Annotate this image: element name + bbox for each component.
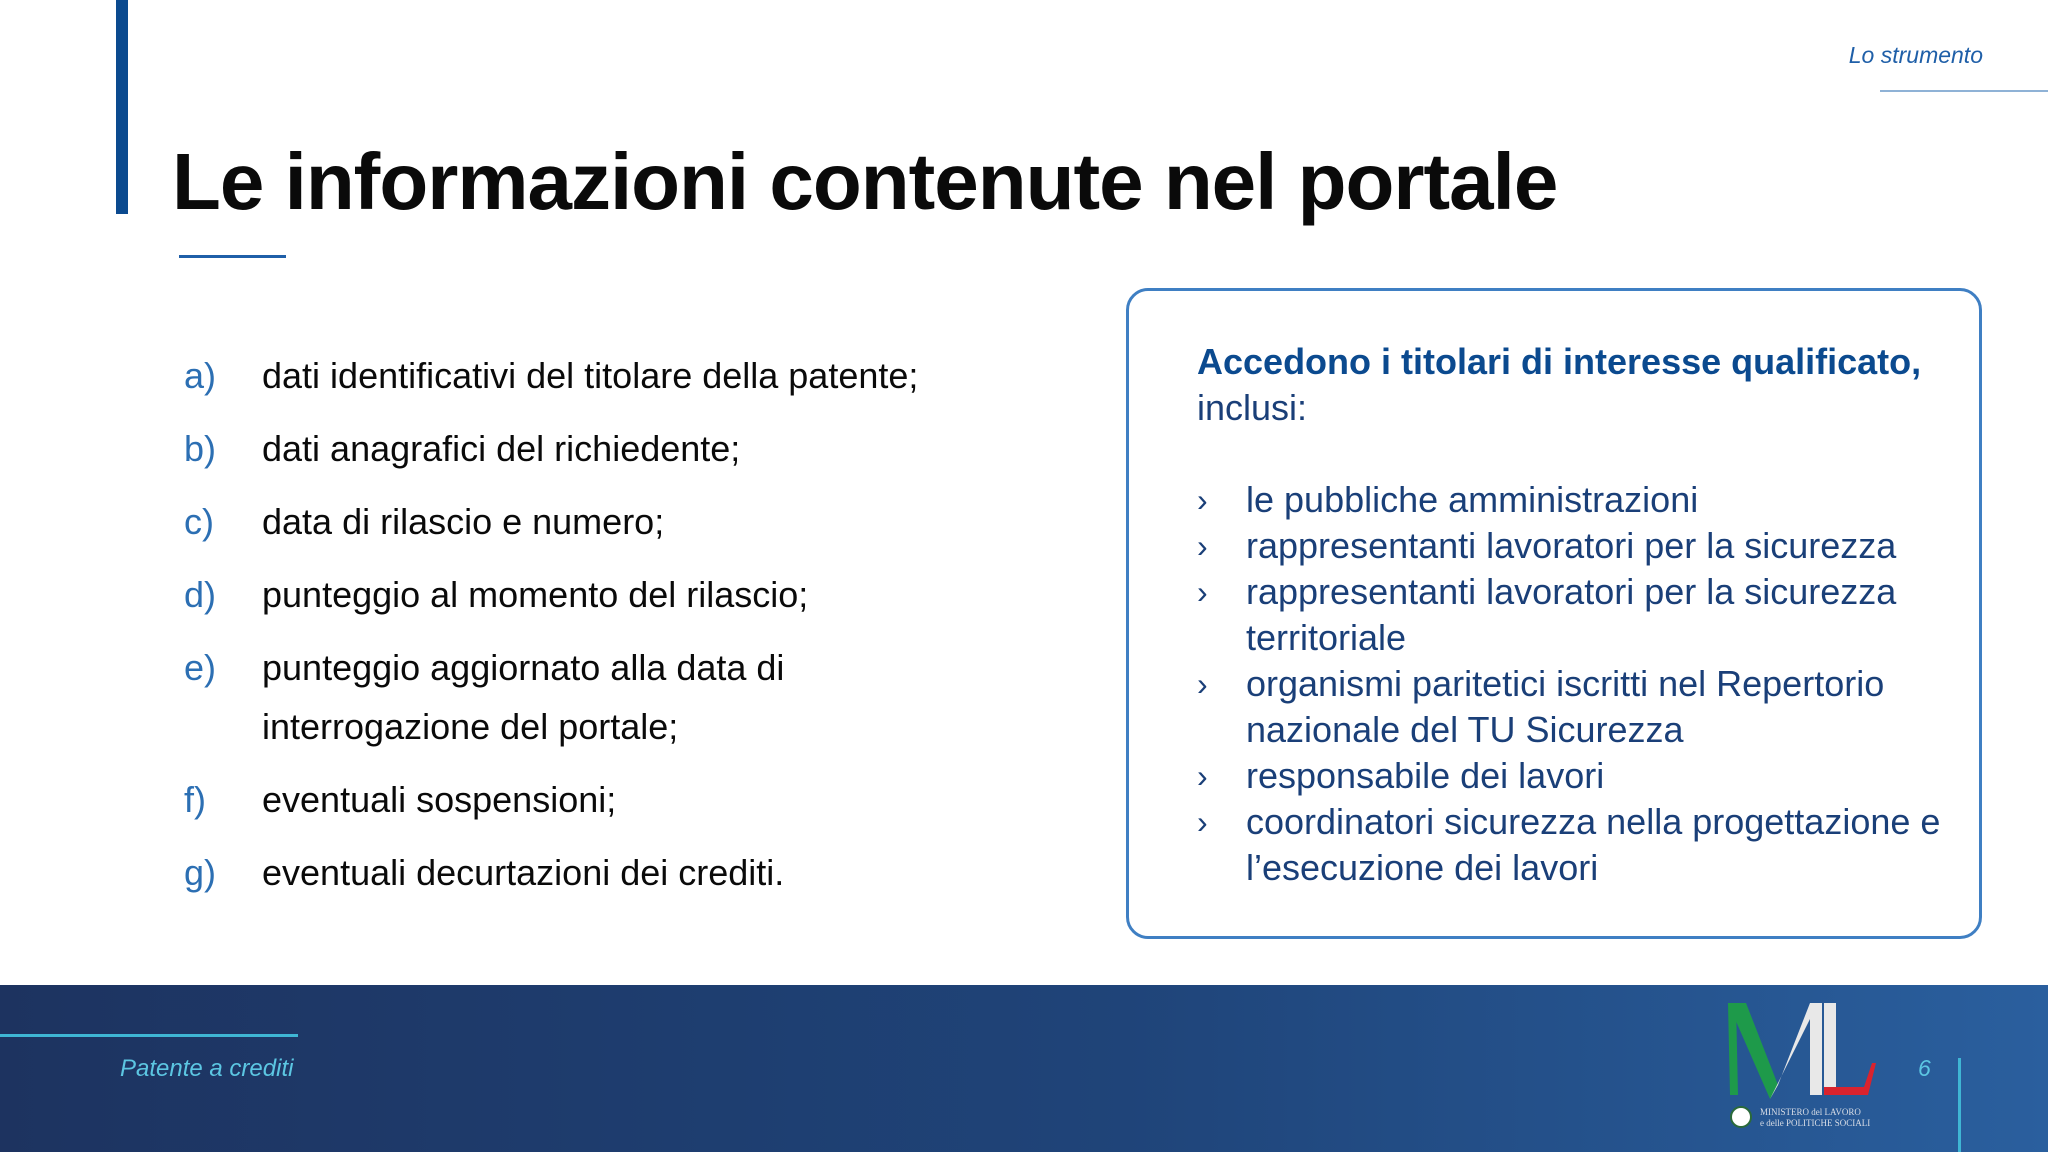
- list-item: [184, 346, 1084, 405]
- item-text: dati identificativi del titolare della patente;: [262, 355, 919, 396]
- chevron-right-icon: ›: [1197, 528, 1208, 564]
- access-list-item: [1197, 753, 1957, 799]
- page-number-rule: [1958, 1058, 1961, 1152]
- page-title: Le informazioni contenute nel portale: [172, 137, 1558, 226]
- access-list: [1197, 477, 1957, 891]
- logo-caption: [1760, 1107, 1870, 1129]
- item-text: punteggio al momento del rilascio;: [262, 574, 809, 615]
- logo-caption-line: MINISTERO del LAVORO: [1760, 1107, 1861, 1117]
- box-heading-rest: inclusi:: [1197, 387, 1308, 428]
- access-item-text: responsabile dei lavori: [1246, 755, 1605, 796]
- section-label: Lo strumento: [1848, 42, 1983, 68]
- item-letter: c): [184, 501, 214, 542]
- list-item: [184, 843, 1084, 902]
- title-underline: [179, 255, 286, 258]
- footer-rule: [0, 1034, 298, 1037]
- item-letter: a): [184, 355, 217, 396]
- access-list-item: [1197, 661, 1957, 753]
- emblem-icon: [1730, 1106, 1752, 1128]
- item-letter: b): [184, 428, 217, 469]
- item-text: eventuali decurtazioni dei crediti.: [262, 852, 785, 893]
- item-letter: g): [184, 852, 217, 893]
- box-heading-bold: Accedono i titolari di interesse qualificato,: [1197, 341, 1922, 382]
- logo-caption-line: e delle POLITICHE SOCIALI: [1760, 1118, 1871, 1128]
- access-item-text: coordinatori sicurezza nella progettazione e l’esecuzione dei lavori: [1246, 801, 1941, 888]
- section-rule: [1880, 90, 2048, 92]
- list-item: [184, 419, 1084, 478]
- chevron-right-icon: ›: [1197, 758, 1208, 794]
- access-list-item: [1197, 477, 1957, 523]
- item-letter: d): [184, 574, 217, 615]
- box-heading: [1197, 339, 1957, 431]
- access-item-text: rappresentanti lavoratori per la sicurezza: [1246, 525, 1897, 566]
- title-accent-bar: [116, 0, 128, 214]
- access-item-text: rappresentanti lavoratori per la sicurezza territoriale: [1246, 571, 1897, 658]
- page-number: 6: [1918, 1055, 1931, 1081]
- item-letter: f): [184, 779, 206, 820]
- chevron-right-icon: ›: [1197, 482, 1208, 518]
- ministry-logo: [1726, 1003, 1880, 1133]
- info-items-list: [184, 346, 1084, 916]
- access-list-item: [1197, 569, 1957, 661]
- list-item: [184, 770, 1084, 829]
- list-item: [184, 638, 1084, 756]
- item-text: punteggio aggiornato alla data di interrogazione del portale;: [262, 647, 785, 747]
- list-item: [184, 492, 1084, 551]
- item-letter: e): [184, 647, 217, 688]
- item-text: data di rilascio e numero;: [262, 501, 665, 542]
- chevron-right-icon: ›: [1197, 574, 1208, 610]
- access-list-item: [1197, 799, 1957, 891]
- logo-l-letter-icon: [1808, 1003, 1880, 1099]
- access-item-text: organismi paritetici iscritti nel Repertorio nazionale del TU Sicurezza: [1246, 663, 1885, 750]
- chevron-right-icon: ›: [1197, 804, 1208, 840]
- access-list-item: [1197, 523, 1957, 569]
- list-item: [184, 565, 1084, 624]
- footer-label: Patente a crediti: [120, 1055, 294, 1082]
- access-item-text: le pubbliche amministrazioni: [1246, 479, 1699, 520]
- item-text: eventuali sospensioni;: [262, 779, 617, 820]
- chevron-right-icon: ›: [1197, 666, 1208, 702]
- access-info-box: [1126, 288, 1982, 939]
- item-text: dati anagrafici del richiedente;: [262, 428, 741, 469]
